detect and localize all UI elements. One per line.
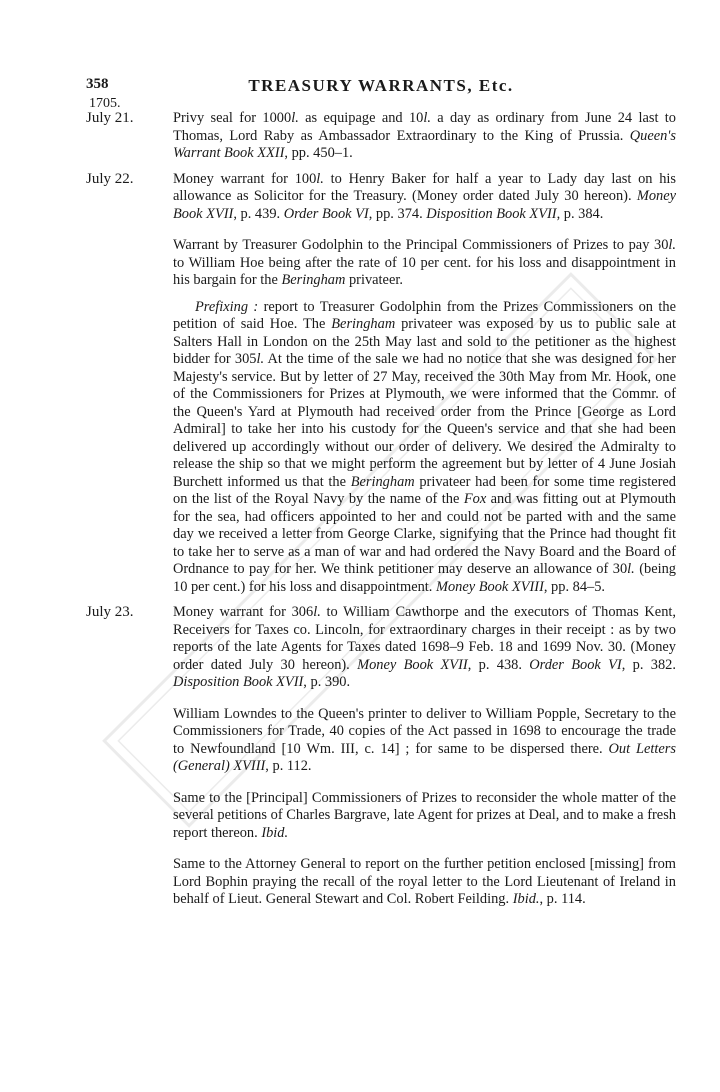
italic-reference: Money Book XVII bbox=[173, 188, 676, 222]
italic-reference: Out Letters (General) XVIII bbox=[173, 740, 676, 774]
entry-paragraph: Prefixing : report to Treasurer Godolphin from the Prizes Commissioners on the petition of said Hoe. The Beringham privateer was exposed by us to public sale at Salters Hall in London on the 25th May last and sold to the petitioner as the highest bidder for 305l. At the time of the sale we had no notice that she was designed for her Majesty's service. But by letter of 27 May, received the 30th May from Mr. Hook, one of the Commissioners for Prizes at Plymouth, we were informed that the Commr. of the Queen's Yard at Plymouth had received order from the Prince [George as Lord Admiral] to take her into his custody for the Queen's service and that she had been delivered up accordingly without our order of delivery. We desired the Admiralty to release the ship so that we might perform the agreement but by letter of 4 June Josiah Burchett informed us that the Beringham privateer had been for some time registered on the list of the Royal Navy by the name of the Fox and was fitting out at Plymouth for the sea, had officers appointed to her and could not be parted with and the same day we received a letter from George Clarke, signifying that the Prince had thought fit to take her to serve as a man of war and had ordered the Navy Board and the Board of Ordnance to pay for her. We think petitioner may deserve an allowance of 30l. (being 10 per cent.) for his loss and disappointment. Money Book XVIII, pp. 84–5. bbox=[173, 298, 677, 595]
entry-paragraph: Same to the [Principal] Commissioners of Prizes to reconsider the whole matter of the several petitions of Charles Bargrave, late Agent for prizes at Deal, and to make a fresh report thereon. Ibid. bbox=[173, 789, 676, 841]
italic-reference: Prefixing : bbox=[195, 298, 259, 315]
entry-body bbox=[173, 604, 676, 909]
entry-paragraph: Money warrant for 100l. to Henry Baker for half a year to Lady day last on his allowance as Solicitor for the Treasury. (Money order dated July 30 hereon). Money Book XVII, p. 439. Order Book VI, pp. 374. Disposition Book XVII, p. 384. bbox=[173, 170, 677, 222]
entry-date: July 21. bbox=[86, 110, 134, 126]
page-number: 358 bbox=[86, 76, 109, 92]
page-header bbox=[86, 76, 676, 100]
italic-reference: l. bbox=[423, 110, 431, 126]
italic-reference: Ibid. bbox=[512, 891, 540, 907]
italic-reference: l. bbox=[291, 110, 299, 126]
entry bbox=[86, 110, 676, 163]
entry-body bbox=[173, 110, 676, 163]
italic-reference: Disposition Book XVII bbox=[426, 205, 557, 222]
entry-date: July 23. bbox=[86, 604, 134, 620]
italic-reference: Order Book VI bbox=[529, 656, 622, 673]
entry-paragraph: Same to the Attorney General to report on the further petition enclosed [missing] from Lord Bophin praying the recall of the royal letter to the Lord Lieutenant of Ireland in behalf of Lieut. General Stewart and Col. Robert Feilding. Ibid., p. 114. bbox=[173, 856, 676, 907]
italic-reference: Order Book VI bbox=[283, 205, 369, 222]
entries-list bbox=[86, 110, 676, 917]
running-title: TREASURY WARRANTS, Etc. bbox=[248, 76, 514, 95]
italic-reference: Beringham bbox=[350, 473, 415, 490]
entry-paragraph: Warrant by Treasurer Godolphin to the Principal Commissioners of Prizes to pay 30l. to William Hoe being after the rate of 10 per cent. for his loss and disappointment in his bargain for the Beringham privateer. bbox=[173, 237, 676, 288]
italic-reference: Fox bbox=[463, 491, 487, 507]
italic-reference: l. bbox=[256, 351, 265, 367]
italic-reference: l. bbox=[627, 561, 635, 577]
italic-reference: l. bbox=[316, 170, 324, 187]
italic-reference: Money Book XVII bbox=[357, 656, 468, 673]
italic-reference: Ibid. bbox=[261, 824, 289, 841]
italic-reference: Beringham bbox=[281, 272, 346, 288]
italic-reference: l. bbox=[668, 237, 676, 253]
italic-reference: Queen's Warrant Book XXII bbox=[173, 127, 676, 161]
entry-paragraph: William Lowndes to the Queen's printer to deliver to William Popple, Secretary to the Commissioners for Trade, 40 copies of the Act passed in 1698 to encourage the trade to Newfoundland [10 Wm. III, c. 14] ; for same to be dispersed there. Out Letters (General) XVIII, p. 112. bbox=[173, 705, 676, 774]
italic-reference: Disposition Book XVII bbox=[173, 674, 304, 690]
entry-body bbox=[173, 171, 676, 597]
entry-paragraph: Privy seal for 1000l. as equipage and 10l. a day as ordinary from June 24 last to Thomas, Lord Raby as Ambassador Extraordinary to the King of Prussia. Queen's Warrant Book XXII, pp. 450–1. bbox=[173, 110, 676, 161]
italic-reference: l. bbox=[313, 604, 321, 620]
italic-reference: Beringham bbox=[331, 316, 396, 332]
entry bbox=[86, 604, 676, 909]
italic-reference: Money Book XVIII bbox=[435, 578, 544, 595]
year-label: 1705. bbox=[89, 96, 121, 111]
entry bbox=[86, 171, 676, 597]
entry-paragraph: Money warrant for 306l. to William Cawthorpe and the executors of Thomas Kent, Receivers for Taxes co. Lincoln, for extraordinary charges in their receipt : as by two reports of the late Agents for Taxes dated 1698–9 Feb. 18 and 1699 Nov. 30. (Money order dated July 30 hereon). Money Book XVII, p. 438. Order Book VI, p. 382. Disposition Book XVII, p. 390. bbox=[173, 604, 676, 690]
entry-date: July 22. bbox=[86, 170, 134, 187]
